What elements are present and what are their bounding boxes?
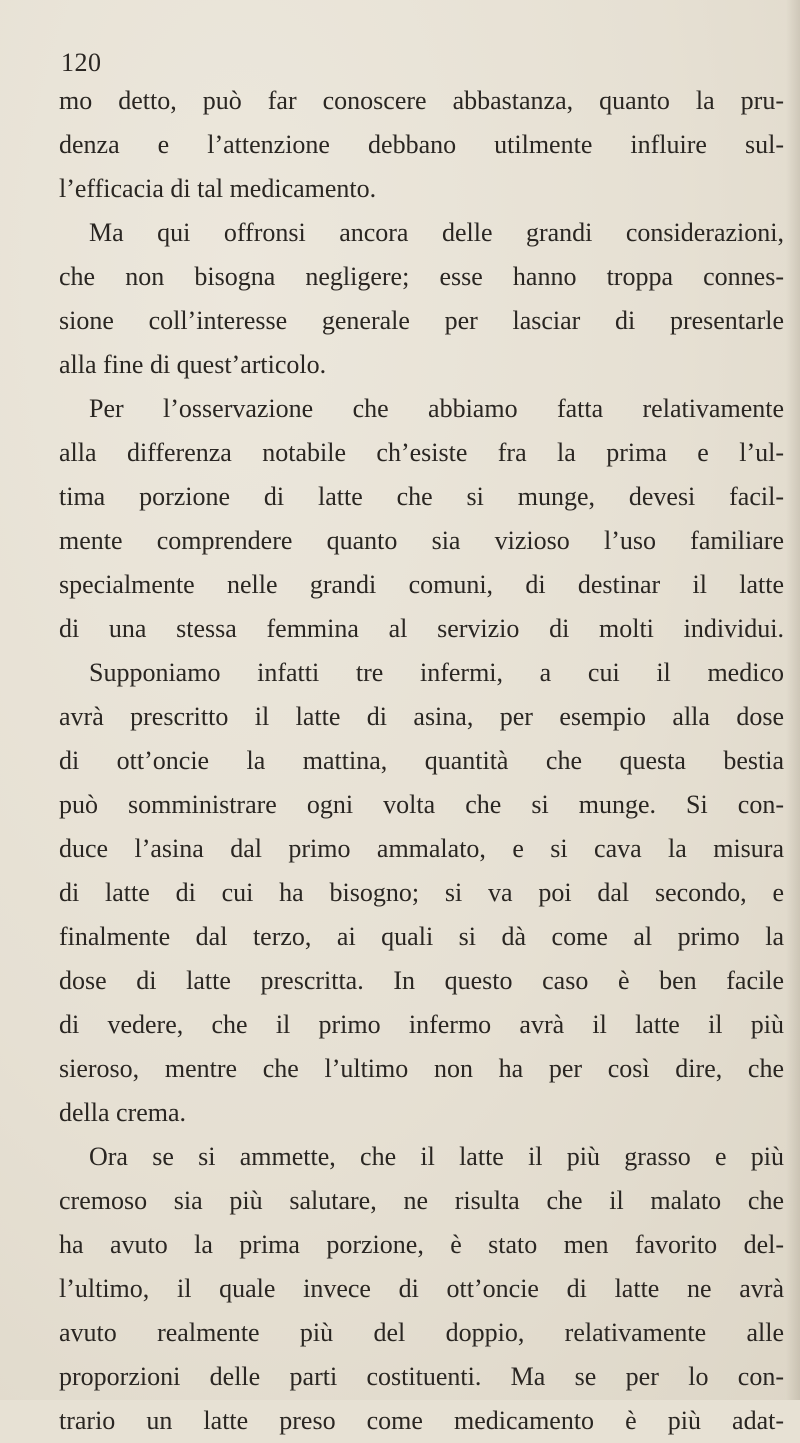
text-line: di ott’oncie la mattina, quantità che questa bestia [59, 746, 784, 775]
text-line: trario un latte preso come medicamento è più adat- [59, 1406, 784, 1435]
text-line: della crema. [59, 1098, 187, 1127]
text-line: alla fine di quest’articolo. [59, 350, 327, 379]
text-line: ha avuto la prima porzione, è stato men favorito del- [59, 1230, 784, 1259]
text-line: l’efficacia di tal medicamento. [59, 174, 377, 203]
text-line: avrà prescritto il latte di asina, per esempio alla dose [59, 702, 784, 731]
text-line: sione coll’interesse generale per lasciar di presentarle [59, 306, 784, 335]
text-line: cremoso sia più salutare, ne risulta che il malato che [59, 1186, 784, 1215]
text-line: di vedere, che il primo infermo avrà il latte il più [59, 1010, 784, 1039]
page-number: 120 [61, 48, 102, 77]
body-text [59, 79, 784, 1443]
text-line: di una stessa femmina al servizio di molti individui. [59, 614, 784, 643]
text-line: può somministrare ogni volta che si munge. Si con- [59, 790, 784, 819]
text-line: mente comprendere quanto sia vizioso l’uso familiare [59, 526, 784, 555]
paragraph-start-line: Ora se si ammette, che il latte il più grasso e più [89, 1142, 784, 1171]
text-line: tima porzione di latte che si munge, devesi facil- [59, 482, 784, 511]
text-line: alla differenza notabile ch’esiste fra la prima e l’ul- [59, 438, 784, 467]
text-line: di latte di cui ha bisogno; si va poi dal secondo, e [59, 878, 784, 907]
text-line: sieroso, mentre che l’ultimo non ha per così dire, che [59, 1054, 784, 1083]
text-line: duce l’asina dal primo ammalato, e si cava la misura [59, 834, 784, 863]
text-line: finalmente dal terzo, ai quali si dà come al primo la [59, 922, 784, 951]
text-line: l’ultimo, il quale invece di ott’oncie di latte ne avrà [59, 1274, 784, 1303]
text-line: mo detto, può far conoscere abbastanza, quanto la pru- [59, 86, 784, 115]
paragraph-start-line: Per l’osservazione che abbiamo fatta relativamente [89, 394, 784, 423]
text-line: specialmente nelle grandi comuni, di destinar il latte [59, 570, 784, 599]
text-line: che non bisogna negligere; esse hanno troppa connes- [59, 262, 784, 291]
text-line: proporzioni delle parti costituenti. Ma se per lo con- [59, 1362, 784, 1391]
page-edge-shadow [786, 0, 800, 1400]
paragraph-start-line: Supponiamo infatti tre infermi, a cui il medico [89, 658, 784, 687]
text-line: avuto realmente più del doppio, relativamente alle [59, 1318, 784, 1347]
text-line: denza e l’attenzione debbano utilmente influire sul- [59, 130, 784, 159]
text-line: dose di latte prescritta. In questo caso è ben facile [59, 966, 784, 995]
paragraph-start-line: Ma qui offronsi ancora delle grandi considerazioni, [89, 218, 784, 247]
